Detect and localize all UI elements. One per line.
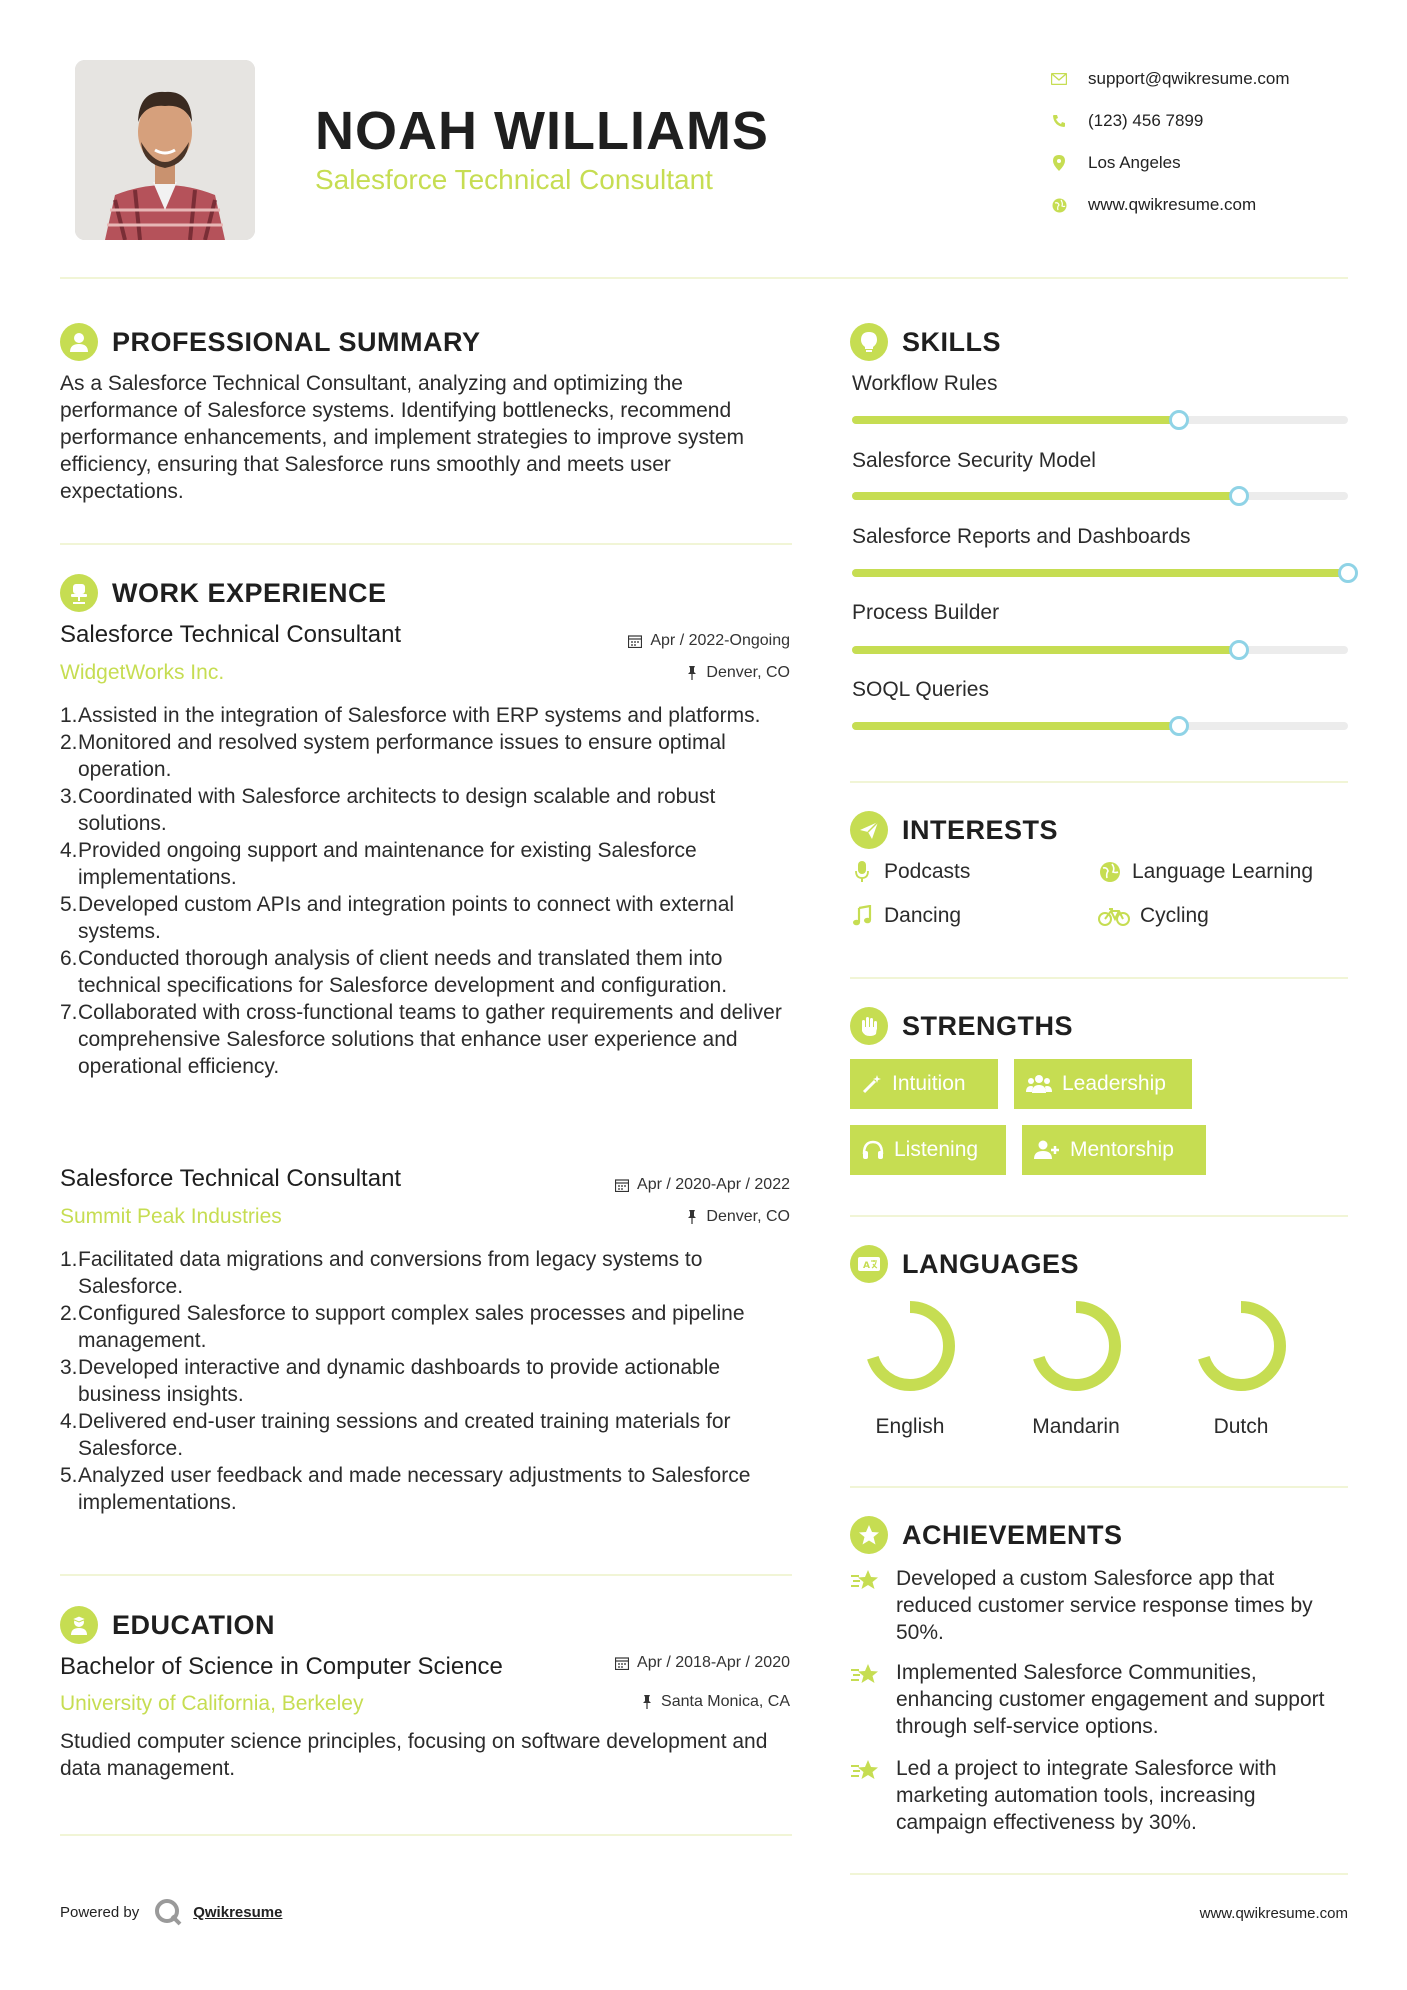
achievements-heading xyxy=(850,1516,1123,1554)
skill-bar-knob xyxy=(1338,563,1358,583)
skill-bar-fill xyxy=(852,722,1179,730)
skill-bar xyxy=(852,569,1348,577)
strengths-heading xyxy=(850,1007,1073,1045)
skill-bar-fill xyxy=(852,646,1239,654)
strength-label: Mentorship xyxy=(1070,1138,1174,1161)
strength-tag-listening xyxy=(850,1125,1006,1175)
strength-tag-leadership xyxy=(1014,1059,1192,1109)
education-dates-text: Apr / 2018-Apr / 2020 xyxy=(637,1654,790,1671)
interest-label: Cycling xyxy=(1140,904,1209,927)
list-item: 7. Collaborated with cross-functional teams to gather requirements and deliver comprehensive Salesforce solutions that enhance user experience and operational efficiency. xyxy=(60,1001,782,1078)
summary-heading xyxy=(60,323,481,361)
skill-label: SOQL Queries xyxy=(852,678,989,701)
powered-by-label: Powered by xyxy=(60,1903,140,1921)
strength-label: Listening xyxy=(894,1138,979,1161)
skills-divider xyxy=(850,781,1348,783)
strength-tag-intuition xyxy=(850,1059,998,1109)
profile-photo xyxy=(75,60,255,240)
job-2-bullets xyxy=(60,1246,795,1516)
contact-phone[interactable] xyxy=(1050,100,1370,142)
skill-bar-fill xyxy=(852,492,1239,500)
headphones-icon xyxy=(862,1140,884,1160)
language-name: Mandarin xyxy=(1032,1415,1120,1438)
achievements-title: ACHIEVEMENTS xyxy=(902,1519,1123,1550)
skill-label: Process Builder xyxy=(852,601,1000,624)
office-chair-icon xyxy=(60,574,98,612)
candidate-name: NOAH WILLIAMS xyxy=(315,101,769,161)
user-icon xyxy=(60,323,98,361)
job-2-company: Summit Peak Industries xyxy=(60,1205,282,1228)
skill-bar xyxy=(852,492,1348,500)
interest-label: Dancing xyxy=(884,904,962,927)
achievement-text: Developed a custom Salesforce app that reduced customer service response times by 50%. xyxy=(896,1567,1313,1644)
strength-label: Intuition xyxy=(892,1072,966,1095)
magic-wand-icon xyxy=(862,1074,882,1094)
languages-heading xyxy=(850,1245,1079,1283)
shooting-star-icon xyxy=(850,1755,884,1836)
interest-podcasts xyxy=(850,860,970,884)
pushpin-icon xyxy=(641,1695,653,1709)
job-2-title: Salesforce Technical Consultant xyxy=(60,1165,402,1192)
interests-heading xyxy=(850,811,1058,849)
job-1-location-text: Denver, CO xyxy=(706,664,790,681)
interests-divider xyxy=(850,977,1348,979)
shooting-star-icon xyxy=(850,1659,884,1740)
achievement-item xyxy=(850,1565,1350,1646)
skill-bar-knob xyxy=(1229,640,1249,660)
achievement-text: Implemented Salesforce Communities, enhancing customer engagement and support through self-service options. xyxy=(896,1661,1325,1738)
footer-brand-link[interactable]: Qwikresume xyxy=(193,1903,283,1921)
skill-bar-fill xyxy=(852,569,1348,577)
list-item: 5. Analyzed user feedback and made necessary adjustments to Salesforce implementations. xyxy=(60,1464,751,1514)
language-name: English xyxy=(875,1415,945,1438)
interest-label: Podcasts xyxy=(884,860,971,883)
calendar-icon xyxy=(615,1178,629,1192)
strength-tag-mentorship xyxy=(1022,1125,1206,1175)
list-item: 1. Assisted in the integration of Salesforce with ERP systems and platforms. xyxy=(60,704,761,727)
header-divider xyxy=(60,277,1348,279)
summary-divider xyxy=(60,543,792,545)
achievement-item xyxy=(850,1659,1350,1740)
strength-label: Leadership xyxy=(1062,1072,1166,1095)
globe-icon xyxy=(1098,860,1122,884)
skill-bar-fill xyxy=(852,416,1179,424)
job-2-dates xyxy=(615,1176,790,1194)
job-2-location xyxy=(686,1208,790,1226)
language-item xyxy=(1021,1296,1131,1439)
contact-phone-text: (123) 456 7899 xyxy=(1088,111,1204,130)
achievement-item xyxy=(850,1755,1350,1836)
skill-bar xyxy=(852,722,1348,730)
language-name: Dutch xyxy=(1213,1415,1269,1438)
education-title: EDUCATION xyxy=(112,1609,275,1640)
hand-icon xyxy=(850,1007,888,1045)
achievement-text: Led a project to integrate Salesforce with marketing automation tools, increasing campaign effectiveness by 30%. xyxy=(896,1757,1277,1834)
achievements-divider xyxy=(850,1873,1348,1875)
education-divider xyxy=(60,1834,792,1836)
envelope-icon xyxy=(1050,70,1068,88)
job-1-company: WidgetWorks Inc. xyxy=(60,661,225,684)
contact-email[interactable] xyxy=(1050,58,1370,100)
list-item: 2. Monitored and resolved system performance issues to ensure optimal operation. xyxy=(60,731,726,781)
job-1-title: Salesforce Technical Consultant xyxy=(60,621,402,648)
language-item xyxy=(1186,1296,1296,1439)
education-degree: Bachelor of Science in Computer Science xyxy=(60,1653,503,1680)
user-plus-icon xyxy=(1034,1140,1060,1160)
globe-icon xyxy=(1050,196,1068,214)
skill-bar-knob xyxy=(1169,716,1189,736)
calendar-icon xyxy=(615,1656,629,1670)
person-photo-illustration xyxy=(75,60,255,240)
contact-email-text: support@qwikresume.com xyxy=(1088,69,1290,88)
star-badge-icon xyxy=(850,1516,888,1554)
candidate-title: Salesforce Technical Consultant xyxy=(315,164,713,195)
job-1-bullets xyxy=(60,702,795,1080)
summary-title: PROFESSIONAL SUMMARY xyxy=(112,326,481,357)
skills-title: SKILLS xyxy=(902,326,1002,357)
education-location-text: Santa Monica, CA xyxy=(661,1693,790,1710)
job-2-location-text: Denver, CO xyxy=(706,1208,790,1225)
contact-location-text: Los Angeles xyxy=(1088,153,1181,172)
list-item: 4. Delivered end-user training sessions and created training materials for Salesforce. xyxy=(60,1410,731,1460)
svg-text:A: A xyxy=(863,1261,870,1271)
education-description: Studied computer science principles, focusing on software development and data management. xyxy=(60,1730,768,1780)
language-item xyxy=(855,1296,965,1439)
language-level-ring xyxy=(860,1296,960,1396)
skill-bar-knob xyxy=(1229,486,1249,506)
skill-label: Salesforce Security Model xyxy=(852,449,1096,472)
education-school: University of California, Berkeley xyxy=(60,1692,364,1715)
experience-title: WORK EXPERIENCE xyxy=(112,577,387,608)
calendar-icon xyxy=(628,634,642,648)
experience-divider xyxy=(60,1574,792,1576)
job-2-dates-text: Apr / 2020-Apr / 2022 xyxy=(637,1176,790,1193)
interests-title: INTERESTS xyxy=(902,814,1059,845)
music-note-icon xyxy=(850,904,874,928)
map-pin-icon xyxy=(1050,154,1068,172)
bicycle-icon xyxy=(1098,904,1130,928)
interest-cycling xyxy=(1098,904,1209,928)
summary-text: As a Salesforce Technical Consultant, analyzing and optimizing the performance of Salesforce systems. Identifying bottlenecks, recommend performance enhancements, and implement strategies to improve system efficiency, ensuring that Salesforce runs smoothly and meets user expectations. xyxy=(60,372,744,503)
list-item: 5. Developed custom APIs and integration points to connect with external systems. xyxy=(60,893,735,943)
job-1-dates-text: Apr / 2022-Ongoing xyxy=(650,632,790,649)
qwikresume-logo-icon xyxy=(153,1897,183,1927)
shooting-star-icon xyxy=(850,1565,884,1646)
strengths-title: STRENGTHS xyxy=(902,1010,1074,1041)
footer-powered-by xyxy=(60,1897,282,1927)
list-item: 3. Coordinated with Salesforce architects to design scalable and robust solutions. xyxy=(60,785,716,835)
contact-block xyxy=(1050,58,1370,226)
graduate-icon xyxy=(60,1606,98,1644)
skill-bar xyxy=(852,416,1348,424)
skill-label: Salesforce Reports and Dashboards xyxy=(852,525,1191,548)
contact-website-text: www.qwikresume.com xyxy=(1088,195,1257,214)
list-item: 3. Developed interactive and dynamic dashboards to provide actionable business insights. xyxy=(60,1356,721,1406)
education-heading xyxy=(60,1606,275,1644)
skill-bar-knob xyxy=(1169,410,1189,430)
language-level-ring xyxy=(1191,1296,1291,1396)
experience-heading xyxy=(60,574,387,612)
language-level-ring xyxy=(1026,1296,1126,1396)
skill-label: Workflow Rules xyxy=(852,372,998,395)
languages-divider xyxy=(850,1486,1348,1488)
footer-website-link[interactable]: www.qwikresume.com xyxy=(1199,1905,1348,1922)
paper-plane-icon xyxy=(850,811,888,849)
education-dates xyxy=(615,1654,790,1672)
job-1-dates xyxy=(628,632,790,650)
skill-bar xyxy=(852,646,1348,654)
pushpin-icon xyxy=(686,1210,698,1224)
users-icon xyxy=(1026,1074,1052,1094)
lightbulb-icon xyxy=(850,323,888,361)
contact-website[interactable] xyxy=(1050,184,1370,226)
interest-language-learning xyxy=(1098,860,1313,884)
interest-label: Language Learning xyxy=(1132,860,1314,883)
list-item: 4. Provided ongoing support and maintenance for existing Salesforce implementations. xyxy=(60,839,697,889)
list-item: 6. Conducted thorough analysis of client needs and translated them into technical specifications for Salesforce development and configuration. xyxy=(60,947,728,997)
contact-location xyxy=(1050,142,1370,184)
skills-heading xyxy=(850,323,1001,361)
pushpin-icon xyxy=(686,666,698,680)
languages-title: LANGUAGES xyxy=(902,1248,1080,1279)
list-item: 1. Facilitated data migrations and conversions from legacy systems to Salesforce. xyxy=(60,1248,703,1298)
language-icon xyxy=(850,1245,888,1283)
interest-dancing xyxy=(850,904,961,928)
strengths-divider xyxy=(850,1215,1348,1217)
education-location xyxy=(641,1693,790,1711)
microphone-icon xyxy=(850,860,874,884)
list-item: 2. Configured Salesforce to support complex sales processes and pipeline management. xyxy=(60,1302,745,1352)
phone-icon xyxy=(1050,112,1068,130)
job-1-location xyxy=(686,664,790,682)
